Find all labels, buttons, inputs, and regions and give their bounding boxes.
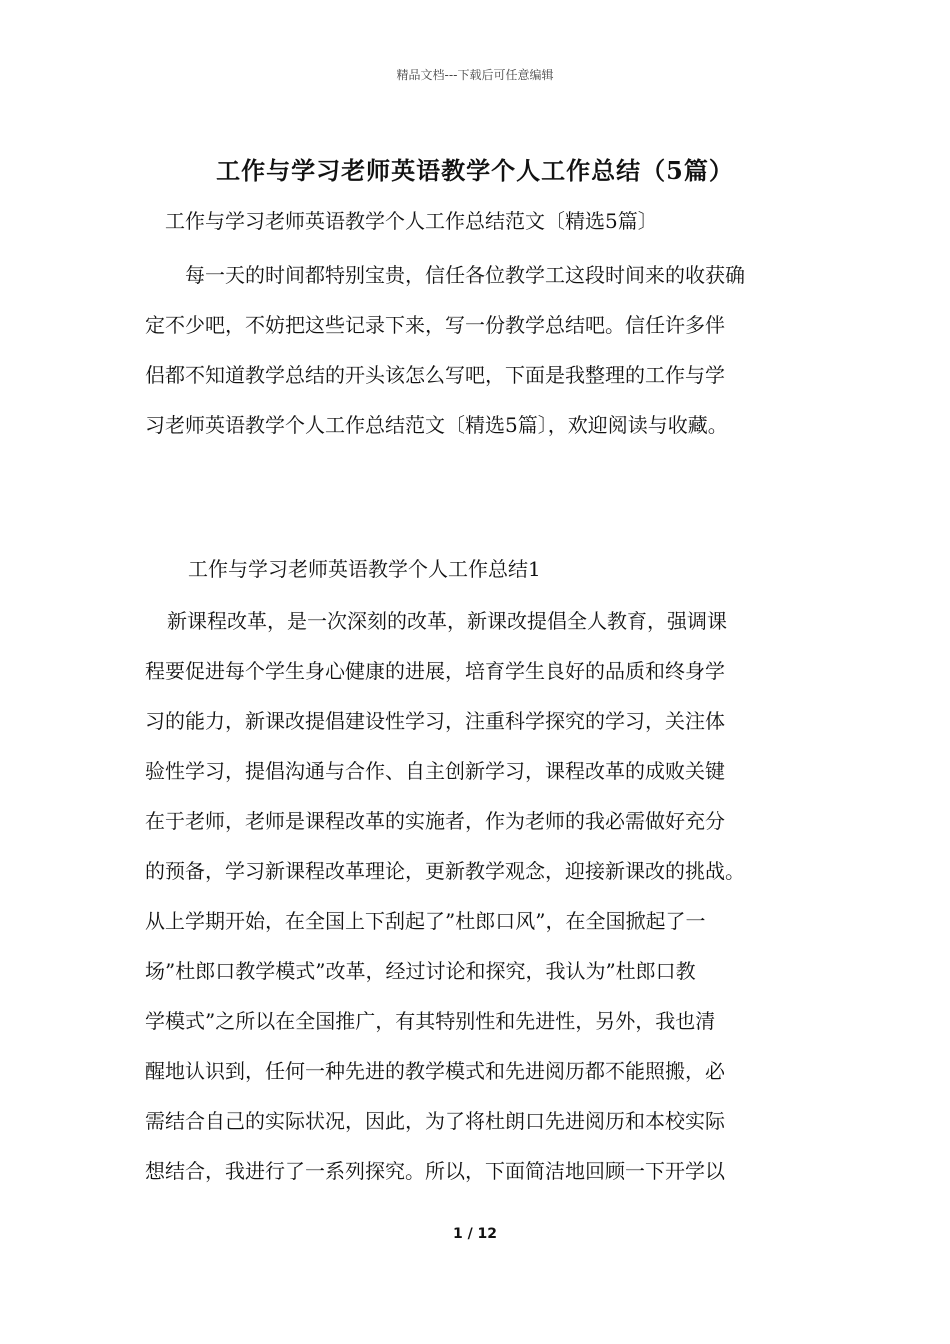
document-title: 工作与学习老师英语教学个人工作总结（5篇）	[216, 156, 734, 185]
body-line: 程要促进每个学生身心健康的进展，培育学生良好的品质和终身学	[145, 659, 725, 683]
body-line: 从上学期开始，在全国上下刮起了”杜郎口风”，在全国掀起了一	[145, 909, 706, 933]
page-indicator: 1 / 12	[452, 1226, 498, 1242]
intro-line: 定不少吧，不妨把这些记录下来，写一份教学总结吧。信任许多伴	[145, 313, 725, 337]
intro-line: 每一天的时间都特别宝贵，信任各位教学工这段时间来的收获确	[165, 263, 745, 287]
body-line: 学模式”之所以在全国推广，有其特别性和先进性，另外，我也清	[145, 1009, 716, 1033]
body-line: 在于老师，老师是课程改革的实施者，作为老师的我必需做好充分	[145, 809, 725, 833]
body-line: 新课程改革，是一次深刻的改革，新课改提倡全人教育，强调课	[167, 609, 727, 633]
body-line: 验性学习，提倡沟通与合作、自主创新学习，课程改革的成败关键	[145, 759, 725, 783]
body-line: 的预备，学习新课程改革理论，更新教学观念，迎接新课改的挑战。	[145, 859, 745, 883]
intro-line: 习老师英语教学个人工作总结范文〔精选5篇〕，欢迎阅读与收藏。	[145, 413, 728, 437]
body-line: 习的能力，新课改提倡建设性学习，注重科学探究的学习，关注体	[145, 709, 725, 733]
body-paragraph	[145, 596, 835, 1196]
intro-paragraph	[145, 250, 835, 450]
body-line: 想结合，我进行了一系列探究。所以，下面简洁地回顾一下开学以	[145, 1159, 725, 1183]
body-line: 需结合自己的实际状况，因此，为了将杜朗口先进阅历和本校实际	[145, 1109, 725, 1133]
document-subtitle: 工作与学习老师英语教学个人工作总结范文〔精选5篇〕	[165, 209, 658, 233]
body-line: 场”杜郎口教学模式”改革，经过讨论和探究，我认为”杜郎口教	[145, 959, 696, 983]
body-line: 醒地认识到，任何一种先进的教学模式和先进阅历都不能照搬，必	[145, 1059, 725, 1083]
section-heading: 工作与学习老师英语教学个人工作总结1	[188, 557, 541, 581]
page-header: 精品文档---下载后可任意编辑	[396, 68, 554, 82]
intro-line: 侣都不知道教学总结的开头该怎么写吧，下面是我整理的工作与学	[145, 363, 725, 387]
